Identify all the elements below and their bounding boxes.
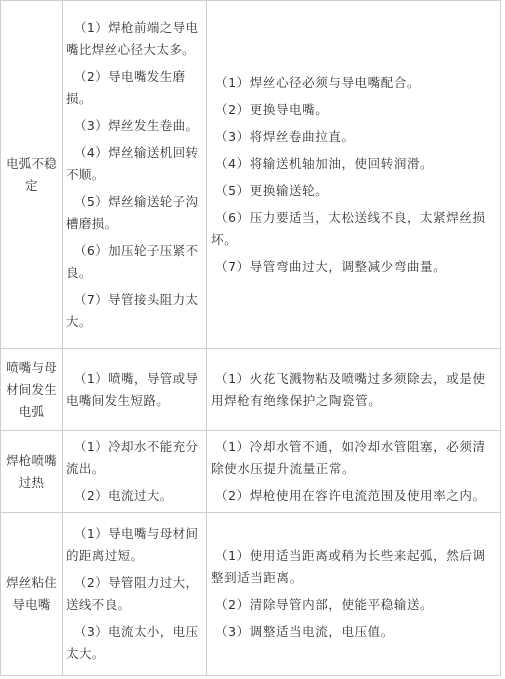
problem-label: 喷嘴与母材间发生电弧 — [6, 359, 57, 419]
cause-item: （1）冷却水不能充分流出。 — [66, 439, 199, 476]
cause-item: （2）电流过大。 — [74, 488, 173, 503]
remedy-item: （1）冷却水管不通，如冷却水管阻塞，必须清除使水压提升流量正常。 — [211, 439, 486, 476]
remedy-item: （2）清除导管内部，使能平稳输送。 — [215, 597, 434, 612]
cause-item: （6）加压轮子压紧不良。 — [66, 242, 199, 280]
cause-item: （3）焊丝发生卷曲。 — [74, 117, 199, 133]
problem-cell — [1, 349, 63, 431]
problem-label: 电弧不稳定 — [6, 155, 57, 193]
cause-cell — [63, 431, 207, 513]
remedy-item: （4）将输送机轴加油，使回转润滑。 — [215, 155, 434, 171]
cause-cell — [63, 513, 207, 676]
remedy-item: （3）调整适当电流，电压值。 — [215, 624, 394, 639]
remedy-item: （1）使用适当距离或稍为长些来起弧，然后调整到适当距离。 — [211, 548, 486, 585]
remedy-cell — [207, 349, 501, 431]
remedy-cell — [207, 431, 501, 513]
remedy-item: （1）焊丝心径必须与导电嘴配合。 — [215, 74, 421, 90]
table-row — [1, 349, 501, 431]
remedy-item: （6）压力要适当，太松送线不良，太紧焊丝损坏。 — [211, 209, 486, 247]
remedy-item: （7）导管弯曲过大，调整减少弯曲量。 — [215, 258, 447, 274]
cause-item: （7）导管接头阻力太大。 — [66, 291, 199, 329]
problem-cell — [1, 1, 63, 349]
cause-cell — [63, 1, 207, 349]
table-row — [1, 513, 501, 676]
remedy-item: （2）更换导电嘴。 — [215, 101, 329, 117]
table-row — [1, 431, 501, 513]
problem-label: 焊丝粘住导电嘴 — [6, 575, 57, 612]
remedy-item: （5）更换输送轮。 — [215, 182, 329, 198]
cause-item: （1）导电嘴与母材间的距离过短。 — [66, 526, 199, 563]
cause-item: （5）焊丝输送轮子沟槽磨损。 — [66, 193, 199, 231]
cause-cell — [63, 349, 207, 431]
remedy-cell — [207, 1, 501, 349]
table-row — [1, 1, 501, 349]
problem-cell — [1, 513, 63, 676]
remedy-item: （1）火花飞溅物粘及喷嘴过多须除去，或是使用焊枪有绝缘保护之陶瓷管。 — [211, 370, 486, 408]
problem-label: 焊枪喷嘴过热 — [6, 452, 57, 490]
cause-item: （4）焊丝输送机回转不顺。 — [66, 144, 199, 182]
remedy-item: （2）焊枪使用在容许电流范围及使用率之内。 — [215, 488, 486, 503]
remedy-cell — [207, 513, 501, 676]
remedy-item: （3）将焊丝卷曲拉直。 — [215, 128, 355, 144]
cause-item: （1）焊枪前端之导电嘴比焊丝心径大太多。 — [66, 19, 199, 57]
cause-item: （1）喷嘴，导管或导电嘴间发生短路。 — [66, 370, 199, 408]
cause-item: （3）电流太小，电压太大。 — [66, 624, 199, 661]
cause-item: （2）导管阻力过大，送线不良。 — [66, 575, 199, 612]
problem-cell — [1, 431, 63, 513]
cause-item: （2）导电嘴发生磨损。 — [66, 68, 186, 106]
